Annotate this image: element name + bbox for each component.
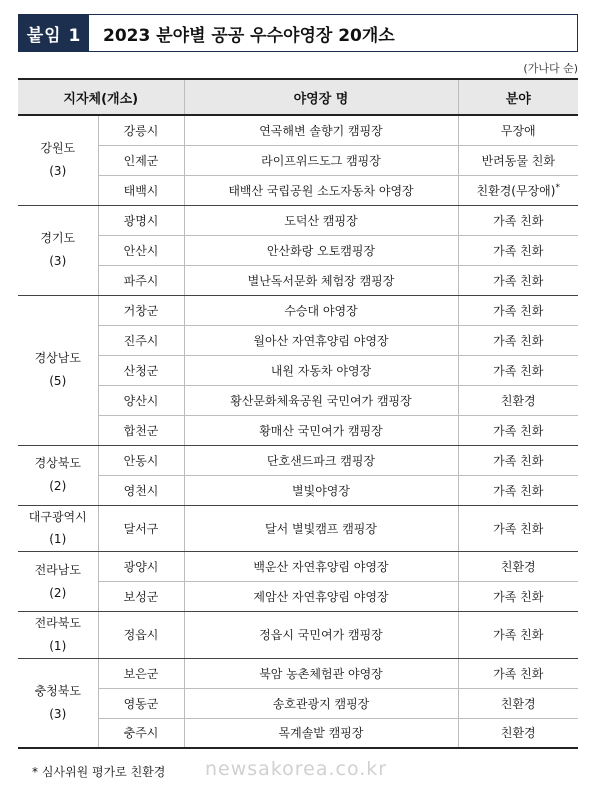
campsite-name-cell: 정읍시 국민여가 캠핑장 (184, 612, 458, 659)
city-cell: 인제군 (98, 145, 184, 175)
region-cell (18, 612, 98, 659)
field-cell (458, 355, 578, 385)
region-name: 전라남도 (34, 562, 81, 577)
campsite-name-cell: 단호샌드파크 캠핑장 (184, 445, 458, 475)
campsite-name-cell: 태백산 국립공원 소도자동차 야영장 (184, 175, 458, 205)
attachment-badge: 붙임 1 (19, 15, 89, 51)
city-cell: 보은군 (98, 658, 184, 688)
region-cell (18, 445, 98, 505)
field-cell (458, 688, 578, 718)
campsite-name-cell: 목계솔밭 캠핑장 (184, 718, 458, 748)
campsite-name-cell: 수승대 야영장 (184, 295, 458, 325)
field-label: 친환경 (500, 726, 536, 741)
region-name: 강원도 (40, 141, 76, 156)
field-label: 가족 친화 (493, 453, 544, 468)
city-cell: 광명시 (98, 205, 184, 235)
campsite-name-cell: 별난독서문화 체험장 캠핑장 (184, 265, 458, 295)
city-cell: 양산시 (98, 385, 184, 415)
field-cell (458, 115, 578, 145)
table-row (18, 205, 578, 235)
region-count: (3) (49, 706, 67, 721)
field-cell (458, 175, 578, 205)
region-cell (18, 552, 98, 612)
field-cell (458, 415, 578, 445)
campsite-name-cell: 황매산 국민여가 캠핑장 (184, 415, 458, 445)
city-cell: 안동시 (98, 445, 184, 475)
field-cell (458, 658, 578, 688)
city-cell: 광양시 (98, 552, 184, 582)
table-row (18, 415, 578, 445)
field-label: 가족 친화 (493, 303, 544, 318)
region-cell (18, 295, 98, 445)
campsite-name-cell: 제암산 자연휴양림 야영장 (184, 582, 458, 612)
campsite-name-cell: 안산화랑 오토캠핑장 (184, 235, 458, 265)
city-cell: 파주시 (98, 265, 184, 295)
region-count: (2) (49, 585, 67, 600)
field-label: 가족 친화 (493, 333, 544, 348)
field-cell (458, 718, 578, 748)
field-cell (458, 265, 578, 295)
field-label: 친환경 (500, 696, 536, 711)
campsite-name-cell: 송호관광지 캠핑장 (184, 688, 458, 718)
city-cell: 태백시 (98, 175, 184, 205)
table-row (18, 445, 578, 475)
footnote: * 심사위원 평가로 친환경 (32, 765, 166, 779)
campsite-table (18, 78, 578, 749)
city-cell: 진주시 (98, 325, 184, 355)
sort-note: (가나다 순) (523, 62, 578, 75)
region-name: 충청북도 (34, 684, 81, 699)
field-cell (458, 385, 578, 415)
city-cell: 보성군 (98, 582, 184, 612)
city-cell: 합천군 (98, 415, 184, 445)
city-cell: 영동군 (98, 688, 184, 718)
field-cell (458, 235, 578, 265)
city-cell: 영천시 (98, 475, 184, 505)
city-cell: 정읍시 (98, 612, 184, 659)
field-label: 가족 친화 (493, 590, 544, 605)
footnote-marker: * (555, 182, 560, 193)
field-label: 가족 친화 (493, 483, 544, 498)
field-cell (458, 475, 578, 505)
field-label: 가족 친화 (493, 423, 544, 438)
region-count: (3) (49, 164, 67, 179)
city-cell: 산청군 (98, 355, 184, 385)
field-cell (458, 552, 578, 582)
table-row (18, 612, 578, 659)
field-label: 반려동물 친화 (481, 153, 555, 168)
region-cell (18, 205, 98, 295)
region-count: (5) (49, 374, 67, 388)
table-row (18, 385, 578, 415)
field-cell (458, 582, 578, 612)
region-name: 경기도 (40, 231, 76, 246)
watermark: newsakorea.co.kr (205, 758, 388, 780)
campsite-name-cell: 라이프위드도그 캠핑장 (184, 145, 458, 175)
campsite-name-cell: 월아산 자연휴양림 야영장 (184, 325, 458, 355)
city-cell: 거창군 (98, 295, 184, 325)
field-label: 친환경 (500, 560, 536, 575)
field-label: 가족 친화 (493, 363, 544, 378)
region-name: 전라북도 (34, 616, 81, 631)
region-count: (1) (49, 638, 67, 653)
column-header-field: 분야 (458, 79, 578, 115)
column-header-campsite: 야영장 명 (184, 79, 458, 115)
table-row (18, 145, 578, 175)
field-label: 가족 친화 (493, 521, 544, 536)
table-row (18, 295, 578, 325)
table-row (18, 175, 578, 205)
region-count: (3) (49, 254, 67, 268)
campsite-name-cell: 달서 별빛캠프 캠핑장 (184, 505, 458, 552)
field-label: 가족 친화 (493, 273, 544, 288)
field-cell (458, 295, 578, 325)
region-cell (18, 658, 98, 748)
field-cell (458, 145, 578, 175)
title-bar (18, 14, 578, 52)
table-row (18, 265, 578, 295)
field-label: 무장애 (500, 123, 536, 138)
region-count: (1) (49, 532, 67, 547)
field-cell (458, 445, 578, 475)
table-body (18, 115, 578, 748)
table-row (18, 658, 578, 688)
campsite-name-cell: 도덕산 캠핑장 (184, 205, 458, 235)
table-row (18, 235, 578, 265)
region-cell (18, 505, 98, 552)
campsite-name-cell: 내원 자동차 야영장 (184, 355, 458, 385)
field-cell (458, 612, 578, 659)
campsite-name-cell: 북암 농촌체험관 야영장 (184, 658, 458, 688)
document-title: 2023 분야별 공공 우수야영장 20개소 (89, 15, 577, 51)
field-label: 친환경 (500, 393, 536, 408)
region-cell (18, 115, 98, 205)
campsite-name-cell: 연곡해변 솔향기 캠핑장 (184, 115, 458, 145)
region-name: 대구광역시 (28, 509, 87, 524)
campsite-name-cell: 황산문화체육공원 국민여가 캠핑장 (184, 385, 458, 415)
table-row (18, 325, 578, 355)
table-row (18, 582, 578, 612)
field-label: 가족 친화 (493, 213, 544, 228)
city-cell: 강릉시 (98, 115, 184, 145)
region-count: (2) (49, 479, 67, 493)
city-cell: 달서구 (98, 505, 184, 552)
table-header-row (18, 79, 578, 115)
campsite-name-cell: 백운산 자연휴양림 야영장 (184, 552, 458, 582)
region-name: 경상북도 (34, 456, 81, 471)
table-row (18, 718, 578, 748)
field-label: 가족 친화 (493, 666, 544, 681)
table-row (18, 688, 578, 718)
field-cell (458, 325, 578, 355)
table-row (18, 505, 578, 552)
table-row (18, 115, 578, 145)
city-cell: 안산시 (98, 235, 184, 265)
field-cell (458, 205, 578, 235)
table-row (18, 355, 578, 385)
field-label: 친환경(무장애) (476, 183, 556, 198)
column-header-region: 지자체(개소) (18, 79, 184, 115)
region-name: 경상남도 (34, 351, 81, 366)
table-row (18, 552, 578, 582)
table-row (18, 475, 578, 505)
field-label: 가족 친화 (493, 243, 544, 258)
campsite-name-cell: 별빛야영장 (184, 475, 458, 505)
field-cell (458, 505, 578, 552)
field-label: 가족 친화 (493, 628, 544, 643)
city-cell: 충주시 (98, 718, 184, 748)
